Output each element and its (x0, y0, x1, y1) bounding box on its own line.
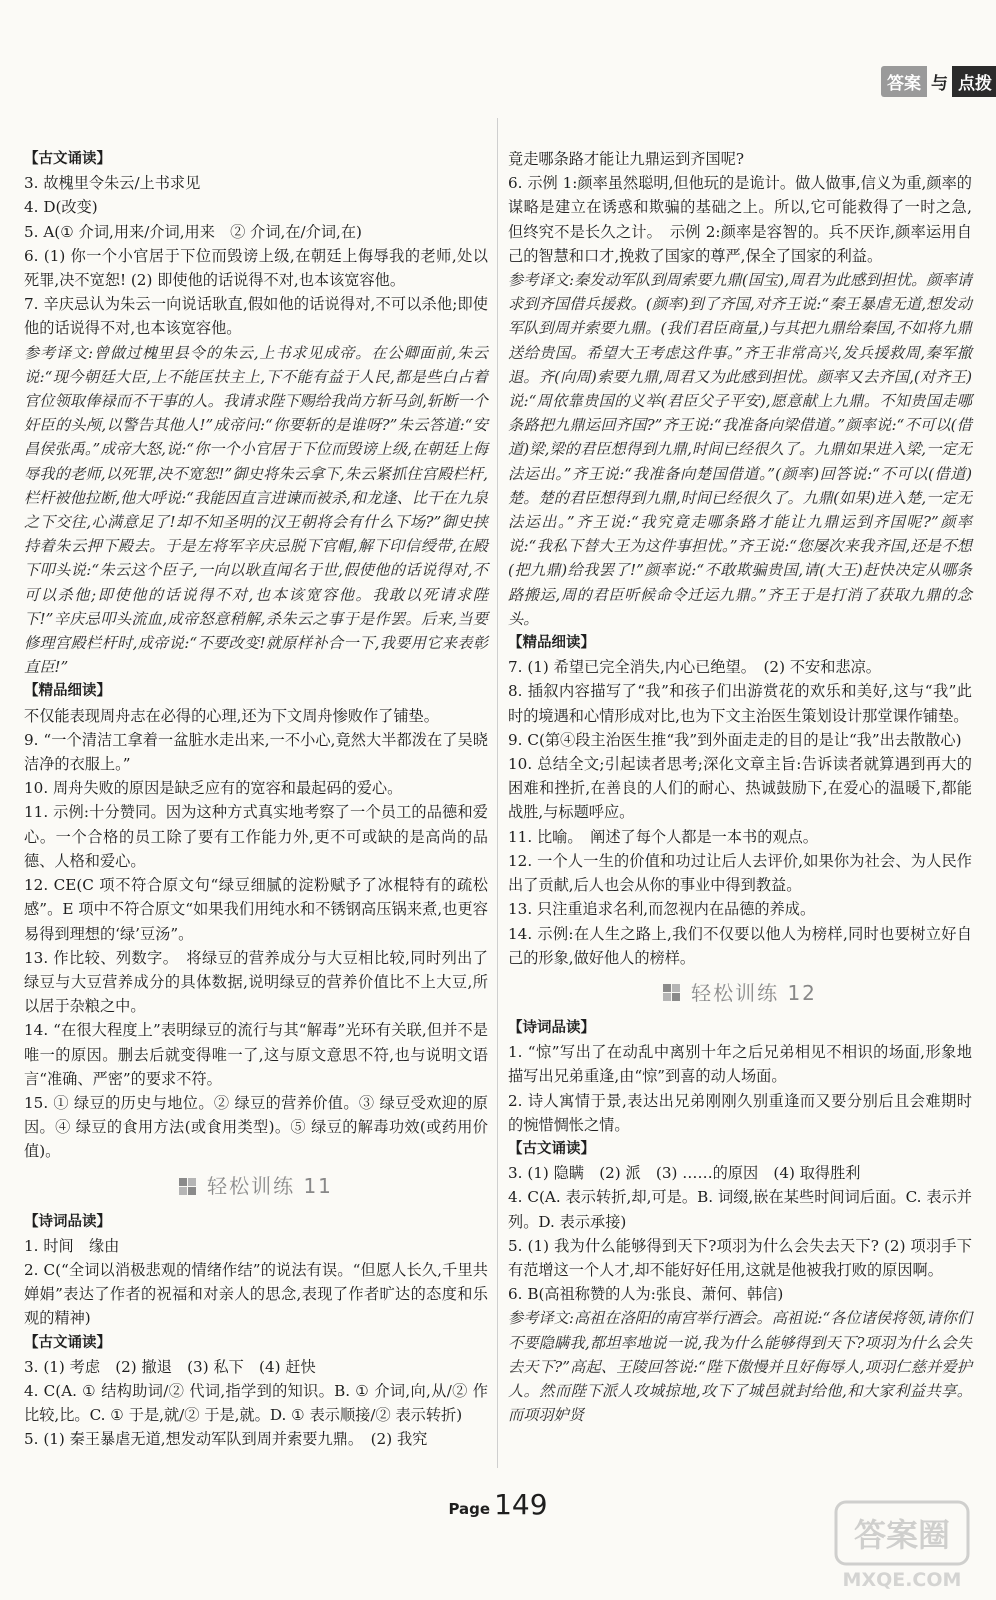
answer-paragraph: 13. 作比较、列数字。 将绿豆的营养成分与大豆相比较,同时列出了绿豆与大豆营养成分的具体数据,说明绿豆的营养价值比不上大豆,所以居于杂粮之中。 (24, 948, 488, 1016)
answer-paragraph: 14. 示例:在人生之路上,我们不仅要以他人为榜样,同时也要树立好自己的形象,做好他人的榜样。 (508, 924, 972, 967)
section-label: 【精品细读】 (24, 683, 111, 700)
answer-paragraph: 3. 故槐里令朱云/上书求见 (24, 174, 201, 193)
answer-paragraph: 5. (1) 我为什么能够得到天下?项羽为什么会失去天下? (2) 项羽手下有范增这一个人才,却不能好好任用,这就是他被我打败的原因啊。 (508, 1236, 972, 1279)
column-separator (497, 118, 498, 1468)
section-heading (508, 973, 972, 1013)
answer-paragraph: 15. ① 绿豆的历史与地位。② 绿豆的营养价值。③ 绿豆受欢迎的原因。④ 绿豆的食用方法(或食用类型)。⑤ 绿豆的解毒功效(或药用价值)。 (24, 1093, 488, 1161)
answer-paragraph: 10. 总结全文;引起读者思考;深化文章主旨:告诉读者就算遇到再大的困难和挫折,在善良的人们的耐心、热诚鼓励下,在爱心的温暖下,都能战胜,与标题呼应。 (508, 755, 972, 822)
reference-translation: 参考译文:秦发动军队到周索要九鼎(国宝),周君为此感到担忧。颜率请求到齐国借兵援救。(颜率)到了齐国,对齐王说:“秦王暴虐无道,想发动军队到周并索要九鼎。(我们君臣商量,)与其把九鼎给秦国,不如将九鼎送给贵国。希望大王考虑这件事。”齐王非常高兴,发兵援救周,秦军撤退。齐(向周)索要九鼎,周君又为此感到担忧。颜率又去齐国,(对齐王)说:“周依靠贵国的义举(君臣父子平安),愿意献上九鼎。不知贵国走哪条路把九鼎运回齐国?”齐王说:“我准备向梁借道。”颜率说:“不可以(借道)梁,梁的君臣想得到九鼎,时间已经很久了。九鼎如果进入梁,一定无法运出。”齐王说:“我准备向楚国借道。”(颜率)回答说:“不可以(借道)楚。楚的君臣想得到九鼎,时间已经很久了。九鼎(如果)进入楚,一定无法运出。”齐王说:“我究竟走哪条路才能让九鼎运到齐国呢?”颜率说:“我私下替大王为这件事担忧。”齐王说:“您屡次来我齐国,还是不想(把九鼎)给我罢了!”颜率说:“不敢欺骗贵国,请(大王)赶快决定从哪条路搬运,周的君臣听候命令迁运九鼎。”齐王于是打消了获取九鼎的念头。 (508, 271, 972, 628)
answer-paragraph: 不仅能表现周舟志在必得的心理,还为下文周舟惨败作了铺垫。 (24, 706, 439, 725)
answer-paragraph: 2. C(“全词以消极悲观的情绪作结”的说法有误。“但愿人长久,千里共婵娟”表达了作者的祝福和对亲人的思念,表现了作者旷达的态度和乐观的精神) (24, 1260, 488, 1328)
answer-paragraph: 3. (1) 隐瞒 (2) 派 (3) ……的原因 (4) 取得胜利 (508, 1164, 861, 1183)
answer-paragraph: 5. (1) 秦王暴虐无道,想发动军队到周并索要九鼎。 (2) 我究 (24, 1430, 428, 1449)
answer-paragraph: 4. C(A. 表示转折,却,可是。B. 词缀,嵌在某些时间词后面。C. 表示并列。D. 表示承接) (508, 1188, 972, 1231)
answer-paragraph: 1. 时间 缘由 (24, 1236, 120, 1255)
section-label: 【诗词品读】 (24, 1213, 111, 1230)
watermark-logo (834, 1500, 970, 1592)
header-answer-label: 答案 (881, 66, 927, 97)
answer-paragraph: 11. 比喻。 阐述了每个人都是一本书的观点。 (508, 827, 818, 846)
page-prefix: Page (448, 1500, 491, 1518)
section-label: 【精品细读】 (508, 635, 595, 652)
squares-icon (663, 984, 681, 1002)
section-label: 【古文诵读】 (24, 151, 111, 167)
answer-paragraph: 6. B(高祖称赞的人为:张良、萧何、韩信) (508, 1285, 784, 1304)
answer-paragraph: 12. CE(C 项不符合原文句“绿豆细腻的淀粉赋予了冰棍特有的疏松感”。E 项中不符合原文“如果我们用纯水和不锈钢高压锅来煮,也更容易得到理想的‘绿’豆汤”。 (24, 876, 488, 943)
section-heading-text: 轻松训练 11 (207, 1174, 333, 1199)
section-label: 【古文诵读】 (508, 1140, 595, 1157)
watermark-brand: 答案圈 (853, 1516, 951, 1554)
answer-paragraph: 3. (1) 考虑 (2) 撤退 (3) 私下 (4) 赶快 (24, 1357, 316, 1376)
reference-translation: 参考译文:曾做过槐里县令的朱云,上书求见成帝。在公卿面前,朱云说:“现今朝廷大臣,上不能匡扶主上,下不能有益于人民,都是些白占着官位领取俸禄而不干事的人。我请求陛下赐给我尚方斩马剑,斩断一个奸臣的头颅,以警告其他人!”成帝问:“你要斩的是谁呀?”朱云答道:“安昌侯张禹。”成帝大怒,说:“你一个小官居于下位而毁谤上级,在朝廷上侮辱我的老师,以死罪,决不宽恕!”御史将朱云拿下,朱云紧抓住宫殿栏杆,栏杆被他拉断,他大呼说:“我能因直言进谏而被杀,和龙逢、比干在九泉之下交往,心满意足了!却不知圣明的汉王朝将会有什么下场?”御史挟持着朱云押下殿去。于是左将军辛庆忌脱下官帽,解下印信绶带,在殿下叩头说:“朱云这个臣子,一向以耿直闻名于世,假使他的话说得对,不可以杀他;即使他的话说得不对,也本该宽容他。我敢以死请求陛下!”辛庆忌叩头流血,成帝怒意稍解,杀朱云之事于是作罢。后来,当要修理宫殿栏杆时,成帝说:“不要改变!就原样补合一下,我要用它来表彰直臣!” (24, 343, 488, 677)
reference-translation: 参考译文:高祖在洛阳的南宫举行酒会。高祖说:“各位诸侯将领,请你们不要隐瞒我,都坦率地说一说,我为什么能够得到天下?项羽为什么会失去天下?”高起、王陵回答说:“陛下傲慢并且好侮辱人,项羽仁慈并爱护人。然而陛下派人攻城掠地,攻下了城邑就封给他,和大家利益共享。而项羽妒贤 (508, 1309, 972, 1425)
answer-paragraph: 9. “一个清洁工拿着一盆脏水走出来,一不小心,竟然大半都泼在了吴晓洁净的衣服上。” (24, 730, 488, 774)
section-label: 【诗词品读】 (508, 1019, 595, 1036)
squares-icon (179, 1178, 197, 1196)
section-heading-text: 轻松训练 12 (691, 980, 817, 1005)
answer-paragraph: 4. D(改变) (24, 198, 98, 217)
answer-paragraph: 13. 只注重追求名利,而忽视内在品德的养成。 (508, 900, 816, 919)
answer-paragraph: 2. 诗人寓情于景,表达出兄弟刚刚久别重逢而又要分别后且会难期时的惋惜惆怅之情。 (508, 1091, 972, 1134)
answer-paragraph: 8. 插叙内容描写了“我”和孩子们出游赏花的欢乐和美好,这与“我”此时的境遇和心情形成对比,也为下文主治医生策划设计那堂课作铺垫。 (508, 682, 972, 725)
answer-paragraph: 9. C(第④段主治医生推“我”到外面走走的目的是让“我”出去散散心) (508, 730, 962, 749)
header-hint-label: 点拨 (952, 66, 996, 97)
answer-paragraph: 11. 示例:十分赞同。因为这种方式真实地考察了一个员工的品德和爱心。一个合格的员工除了要有工作能力外,更不可或缺的是高尚的品德、人格和爱心。 (24, 803, 488, 870)
watermark-domain: MXQE.COM (842, 1569, 962, 1591)
left-column (24, 147, 488, 1452)
answer-paragraph: 7. 辛庆忌认为朱云一向说话耿直,假如他的话说得对,不可以杀他;即使他的话说得不对,也本该宽容他。 (24, 295, 488, 338)
answer-paragraph: 14. “在很大程度上”表明绿豆的流行与其“解毒”光环有关联,但并不是唯一的原因。删去后就变得唯一了,这与原文意思不符,也与说明文语言“准确、严密”的要求不符。 (24, 1021, 488, 1088)
answer-paragraph: 6. 示例 1:颜率虽然聪明,但他玩的是诡计。做人做事,信义为重,颜率的谋略是建立在诱惑和欺骗的基础之上。所以,它可能救得了一时之急,但终究不是长久之计。 示例 2:颜率是容智的。兵不厌诈,颜率运用自己的智慧和口才,挽救了国家的尊严,保全了国家的利益。 (508, 174, 972, 265)
answer-paragraph: 12. 一个人一生的价值和功过让后人去评价,如果你为社会、为人民作出了贡献,后人也会从你的事业中得到教益。 (508, 851, 972, 895)
answer-paragraph: 1. “惊”写出了在动乱中离别十年之后兄弟相见不相识的场面,形象地描写出兄弟重逢,由“惊”到喜的动人场面。 (508, 1043, 972, 1086)
answer-paragraph: 10. 周舟失败的原因是缺乏应有的宽容和最起码的爱心。 (24, 779, 403, 798)
header-tab (881, 66, 996, 96)
answer-paragraph: 6. (1) 你一个小官居于下位而毁谤上级,在朝廷上侮辱我的老师,处以死罪,决不宽恕! (2) 即使他的话说得不对,也本该宽容他。 (24, 246, 488, 290)
section-heading (24, 1167, 488, 1207)
header-and-label: 与 (931, 73, 948, 94)
answer-paragraph: 4. C(A. ① 结构助词/② 代词,指学到的知识。B. ① 介词,向,从/② 作比较,比。C. ① 于是,就/② 于是,就。D. ① 表示顺接/② 表示转折) (24, 1381, 488, 1425)
answer-paragraph: 7. (1) 希望已完全消失,内心已绝望。 (2) 不安和悲凉。 (508, 658, 881, 677)
answer-paragraph: 竟走哪条路才能让九鼎运到齐国呢? (508, 150, 744, 168)
answer-paragraph: 5. A(① 介词,用来/介词,用来 ② 介词,在/介词,在) (24, 222, 362, 241)
section-label: 【古文诵读】 (24, 1334, 111, 1351)
page-number: 149 (494, 1488, 548, 1521)
right-column (508, 147, 972, 1427)
